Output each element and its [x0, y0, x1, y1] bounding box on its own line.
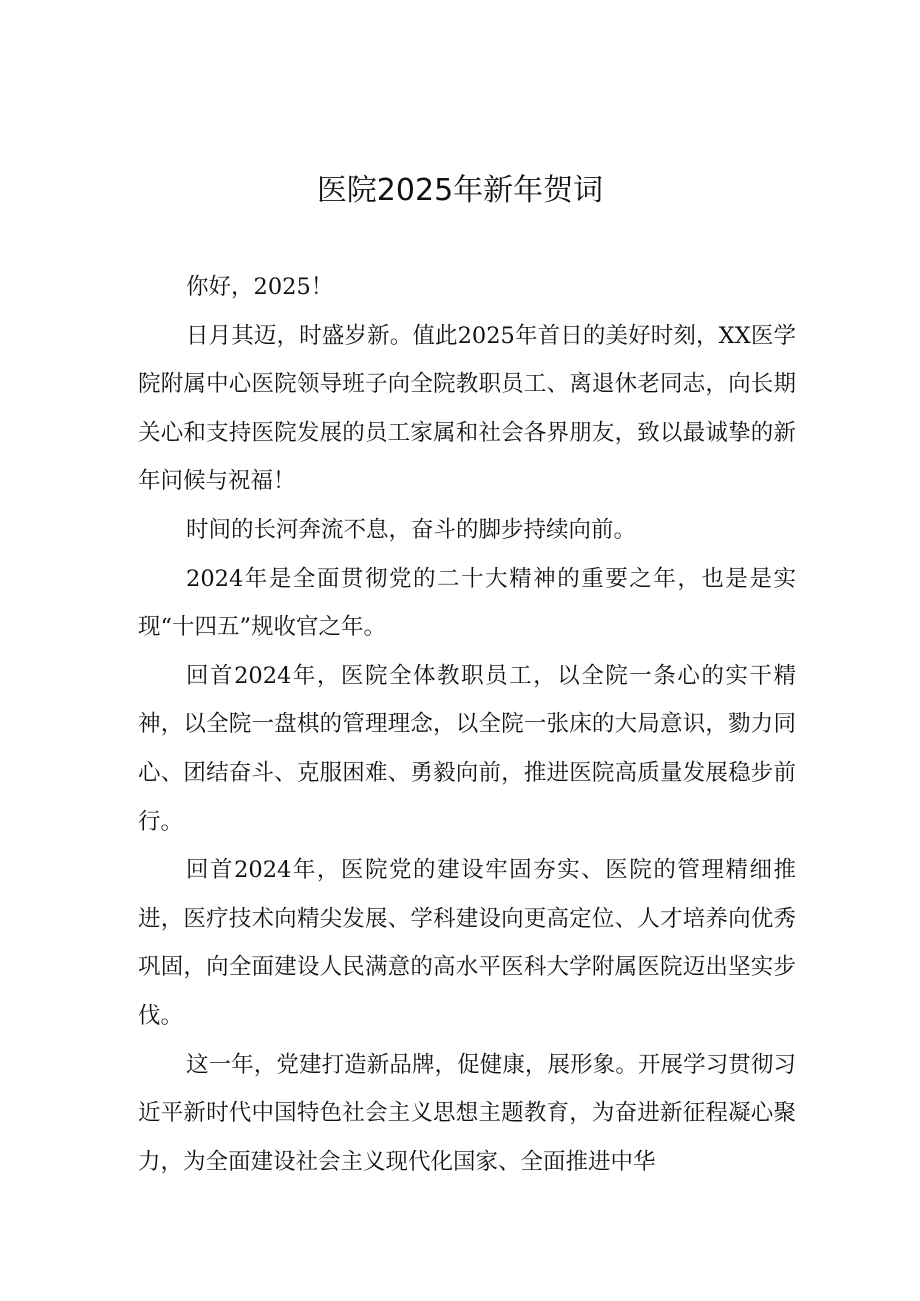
document-title: 医院2025年新年贺词 [316, 173, 604, 208]
paragraph-new-year-wishes: 日月其迈，时盛岁新。值此2025年首日的美好时刻，XX医学院附属中心医院领导班子向全院教职员工、离退休老同志，向长期关心和支持医院发展的员工家属和社会各界朋友，致以最诚挚的新年问候与祝福！ [138, 322, 796, 495]
paragraph-greeting: 你好，2025！ [186, 274, 334, 300]
paragraph-party-building: 这一年，党建打造新品牌，促健康，展形象。开展学习贯彻习近平新时代中国特色社会主义思想主题教育，为奋进新征程凝心聚力，为全面建设社会主义现代化国家、全面推进中华 [138, 1051, 796, 1175]
document-body [138, 263, 796, 1186]
paragraph-review-achievements: 回首2024年，医院党的建设牢固夯实、医院的管理精细推进，医疗技术向精尖发展、学科建设向更高定位、人才培养向优秀巩固，向全面建设人民满意的高水平医科大学附属医院迈出坚实步伐。 [138, 857, 796, 1029]
paragraph-review-staff: 回首2024年，医院全体教职员工，以全院一条心的实干精神，以全院一盘棋的管理理念，以全院一张床的大局意识，勠力同心、团结奋斗、克服困难、勇毅向前，推进医院高质量发展稳步前行。 [138, 662, 796, 835]
paragraph-2024-significance: 2024年是全面贯彻党的二十大精神的重要之年，也是是实现“十四五”规收官之年。 [138, 565, 796, 641]
paragraph-time-river: 时间的长河奔流不息，奋斗的脚步持续向前。 [186, 516, 637, 543]
